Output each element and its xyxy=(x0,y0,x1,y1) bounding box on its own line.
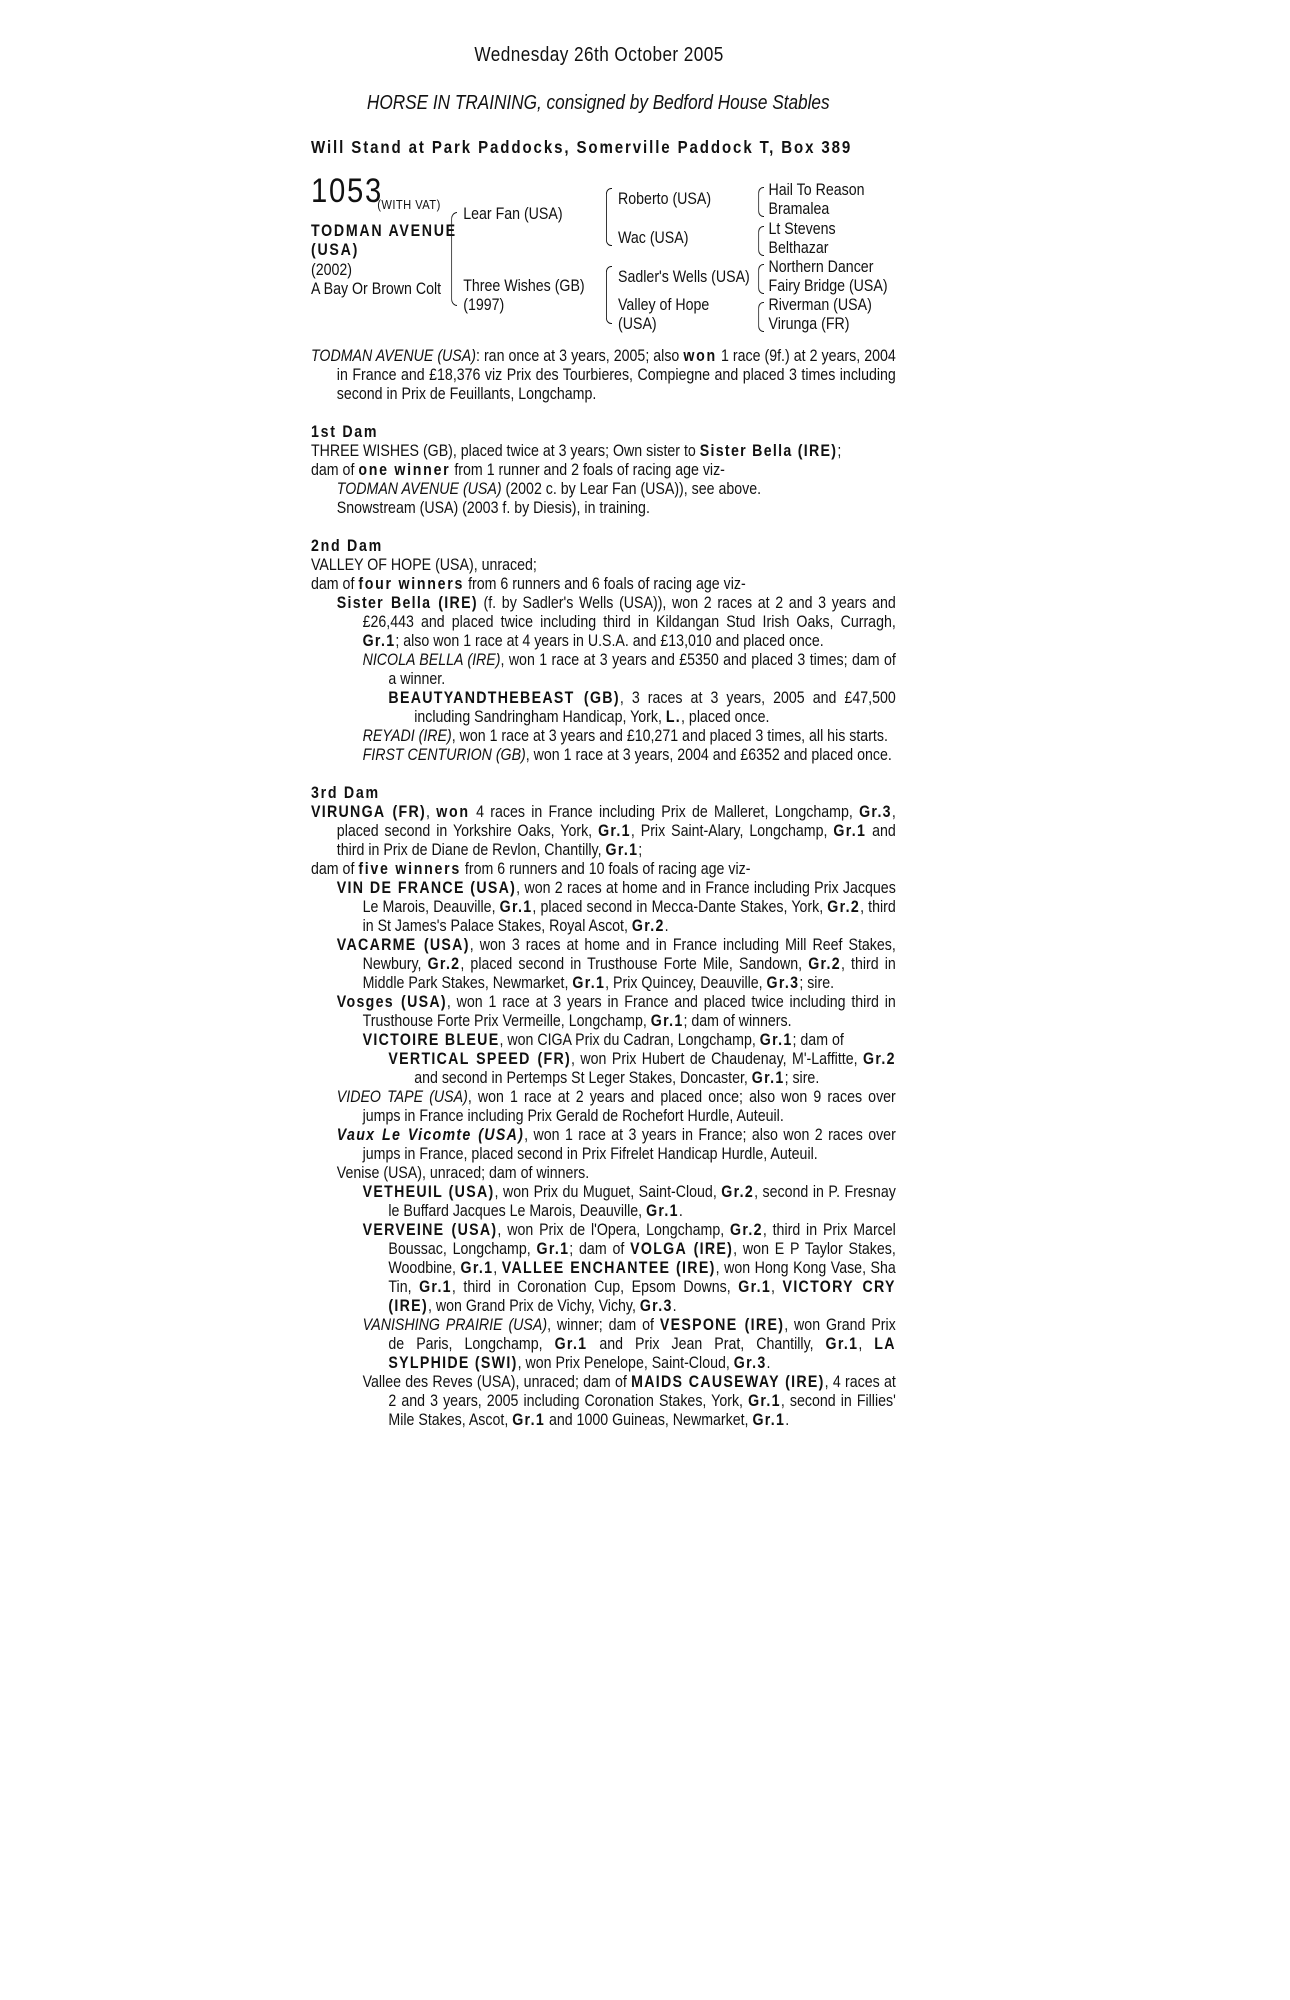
produce-first-centurion: FIRST CENTURION (GB), won 1 race at 3 years, 2004 and £6352 and placed once. xyxy=(362,746,892,764)
produce-reyadi: REYADI (IRE), won 1 race at 3 years and £10,271 and placed 3 times, all his starts. xyxy=(362,727,888,745)
stand-location: Will Stand at Park Paddocks, Somerville Paddock T, Box 389 xyxy=(311,137,853,157)
produce-snowstream: Snowstream (USA) (2003 f. by Diesis), in training. xyxy=(336,499,650,517)
third-dam-heading: 3rd Dam xyxy=(311,784,380,802)
produce-venise: Venise (USA), unraced; dam of winners. xyxy=(336,1164,590,1182)
pedigree-brace-5 xyxy=(758,226,764,256)
ggs-1: Hail To Reason xyxy=(768,181,865,199)
consignment-line: HORSE IN TRAINING, consigned by Bedford House Stables xyxy=(366,92,830,114)
lot-number: 1053 xyxy=(311,172,383,210)
first-dam-produce-intro: dam of one winner from 1 runner and 2 foals of racing age viz- xyxy=(311,461,725,479)
ggs-3: Lt Stevens xyxy=(768,220,836,238)
produce-verveine: VERVEINE (USA), won Prix de l'Opera, Longchamp, Gr.2, third in Prix Marcel Boussac, Longchamp, Gr.1; dam of VOLGA (IRE), won E P Taylor Stakes, Woodbine, Gr.1, VALLEE ENCHANTEE (IRE), won Hong Kong Vase, Sha Tin, Gr.1, third in Coronation Cup, Epsom Downs, Gr.1, VICTORY CRY (IRE), won Grand Prix de Vichy, Vichy, Gr.3. xyxy=(362,1221,896,1315)
ggs-7: Riverman (USA) xyxy=(768,296,872,314)
produce-video-tape: VIDEO TAPE (USA), won 1 race at 2 years and placed once; also won 9 races over jumps in France including Prix Gerald de Rochefort Hurdle, Auteuil. xyxy=(336,1088,896,1125)
produce-todman: TODMAN AVENUE (USA) (2002 c. by Lear Fan (USA)), see above. xyxy=(336,480,762,498)
grandsire-2: Sadler's Wells (USA) xyxy=(618,268,750,286)
dam: Three Wishes (GB) xyxy=(463,277,585,295)
ggs-6: Fairy Bridge (USA) xyxy=(768,277,888,295)
produce-vacarme: VACARME (USA), won 3 races at home and in France including Mill Reef Stakes, Newbury, Gr.2, placed second in Trusthouse Forte Mile, Sandown, Gr.2, third in Middle Park Stakes, Newmarket, Gr.1, Prix Quincey, Deauville, Gr.3; sire. xyxy=(336,936,896,992)
produce-sister-bella: Sister Bella (IRE) (f. by Sadler's Wells (USA)), won 2 races at 2 and 3 years and £26,443 and placed twice including third in Kildangan Stud Irish Oaks, Curragh, Gr.1; also won 1 race at 4 years in U.S.A. and £13,010 and placed once. xyxy=(336,594,896,650)
ggs-5: Northern Dancer xyxy=(768,258,874,276)
grandsire-1: Roberto (USA) xyxy=(618,190,712,208)
second-dam-produce-intro: dam of four winners from 6 runners and 6 foals of racing age viz- xyxy=(311,575,746,593)
sale-date: Wednesday 26th October 2005 xyxy=(474,44,724,66)
horse-record: TODMAN AVENUE (USA): ran once at 3 years, 2005; also won 1 race (9f.) at 2 years, 2004 in France and £18,376 viz Prix des Tourbieres, Compiegne and placed 3 times including second in Prix de Feuillants, Longchamp. xyxy=(311,347,896,403)
horse-name: TODMAN AVENUE xyxy=(311,222,457,240)
pedigree-brace-2 xyxy=(606,188,612,246)
produce-vaux-le-vicomte: Vaux Le Vicomte (USA), won 1 race at 3 years in France; also won 2 races over jumps in France, placed second in Prix Fifrelet Handicap Hurdle, Auteuil. xyxy=(336,1126,896,1163)
produce-nicola-bella: NICOLA BELLA (IRE), won 1 race at 3 years and £5350 and placed 3 times; dam of a winner. xyxy=(362,651,896,688)
catalogue-body xyxy=(311,347,896,1430)
granddam-1: Wac (USA) xyxy=(618,229,689,247)
first-dam-line: THREE WISHES (GB), placed twice at 3 years; Own sister to Sister Bella (IRE); xyxy=(311,442,842,460)
produce-victoire-bleue: VICTOIRE BLEUE, won CIGA Prix du Cadran, Longchamp, Gr.1; dam of xyxy=(362,1031,844,1049)
horse-description: A Bay Or Brown Colt xyxy=(311,280,442,298)
pedigree-brace-4 xyxy=(758,187,764,217)
pedigree-brace-7 xyxy=(758,302,764,332)
pedigree-brace-6 xyxy=(758,264,764,294)
produce-vertical-speed: VERTICAL SPEED (FR), won Prix Hubert de Chaudenay, M'-Laffitte, Gr.2 and second in Pertemps St Leger Stakes, Doncaster, Gr.1; sire. xyxy=(388,1050,896,1087)
third-dam-produce-intro: dam of five winners from 6 runners and 10 foals of racing age viz- xyxy=(311,860,751,878)
produce-vin-de-france: VIN DE FRANCE (USA), won 2 races at home and in France including Prix Jacques Le Marois, Deauville, Gr.1, placed second in Mecca-Dante Stakes, York, Gr.2, third in St James's Palace Stakes, Royal Ascot, Gr.2. xyxy=(336,879,896,935)
horse-name-country: (USA) xyxy=(311,241,360,259)
produce-beautyandthebeast: BEAUTYANDTHEBEAST (GB), 3 races at 3 years, 2005 and £47,500 including Sandringham Handicap, York, L., placed once. xyxy=(388,689,896,726)
second-dam-heading: 2nd Dam xyxy=(311,537,383,555)
third-dam-line: VIRUNGA (FR), won 4 races in France including Prix de Malleret, Longchamp, Gr.3, placed second in Yorkshire Oaks, York, Gr.1, Prix Saint-Alary, Longchamp, Gr.1 and third in Prix de Diane de Revlon, Chantilly, Gr.1; xyxy=(311,803,896,859)
foaling-year: (2002) xyxy=(311,261,353,279)
pedigree-brace-3 xyxy=(606,266,612,324)
produce-vanishing-prairie: VANISHING PRAIRIE (USA), winner; dam of VESPONE (IRE), won Grand Prix de Paris, Longchamp, Gr.1 and Prix Jean Prat, Chantilly, Gr.1, LA SYLPHIDE (SWI), won Prix Penelope, Saint-Cloud, Gr.3. xyxy=(362,1316,896,1372)
ggs-4: Belthazar xyxy=(768,239,829,257)
first-dam-heading: 1st Dam xyxy=(311,423,379,441)
granddam-2: Valley of Hope xyxy=(618,296,710,314)
produce-vosges: Vosges (USA), won 1 race at 3 years in France and placed twice including third in Trusthouse Forte Prix Vermeille, Longchamp, Gr.1; dam of winners. xyxy=(336,993,896,1030)
ggs-8: Virunga (FR) xyxy=(768,315,850,333)
produce-vetheuil: VETHEUIL (USA), won Prix du Muguet, Saint-Cloud, Gr.2, second in P. Fresnay le Buffard Jacques Le Marois, Deauville, Gr.1. xyxy=(362,1183,896,1220)
pedigree-brace-1 xyxy=(451,212,457,306)
granddam-2-country: (USA) xyxy=(618,315,657,333)
ggs-2: Bramalea xyxy=(768,200,830,218)
second-dam-line: VALLEY OF HOPE (USA), unraced; xyxy=(311,556,537,574)
vat-note: (WITH VAT) xyxy=(377,197,441,212)
sire: Lear Fan (USA) xyxy=(463,205,563,223)
dam-year: (1997) xyxy=(463,296,505,314)
produce-vallee-des-reves: Vallee des Reves (USA), unraced; dam of MAIDS CAUSEWAY (IRE), 4 races at 2 and 3 years, 2005 including Coronation Stakes, York, Gr.1, second in Fillies' Mile Stakes, Ascot, Gr.1 and 1000 Guineas, Newmarket, Gr.1. xyxy=(362,1373,896,1429)
